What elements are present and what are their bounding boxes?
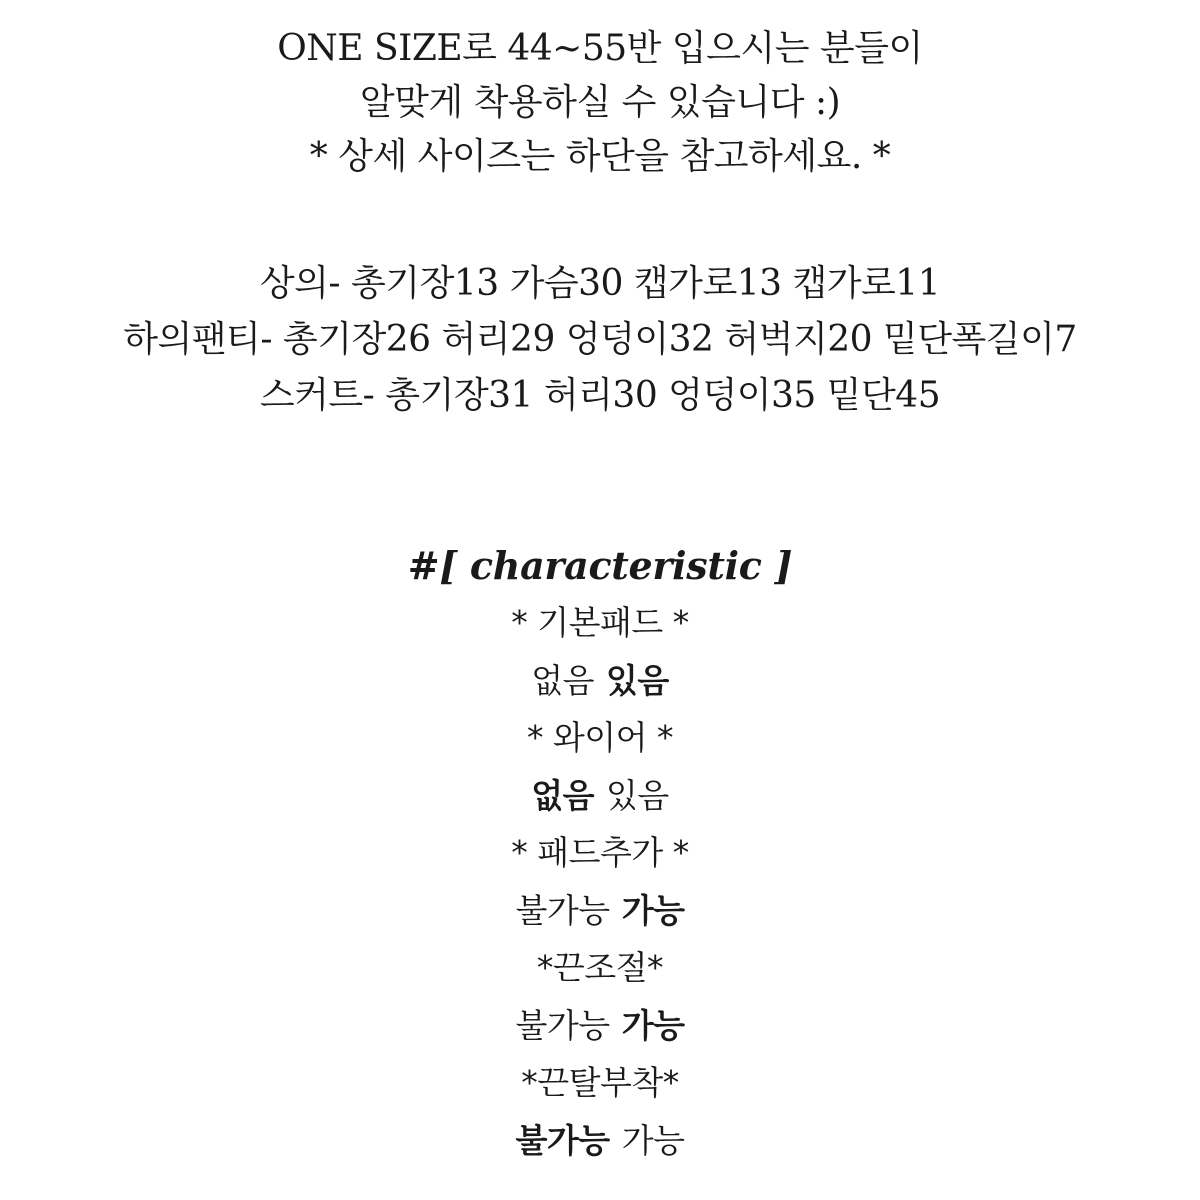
characteristic-section: [0, 538, 1200, 1169]
feature-label: *끈탈부착*: [521, 1063, 679, 1102]
feature-options: [0, 997, 1200, 1055]
option-a: 불가능: [515, 1005, 610, 1045]
option-b: 있음: [606, 660, 669, 700]
intro-line-3: * 상세 사이즈는 하단을 참고하세요. *: [309, 136, 891, 177]
feature-options: [0, 652, 1200, 710]
size-top: 상의- 총기장13 가슴30 캡가로13 캡가로11: [259, 263, 941, 304]
intro-line-2: 알맞게 착용하실 수 있습니다 :): [359, 82, 841, 123]
option-b: 있음: [606, 775, 669, 815]
option-a: 불가능: [515, 890, 610, 930]
option-a: 불가능: [515, 1120, 610, 1160]
size-skirt: 스커트- 총기장31 허리30 엉덩이35 밑단45: [259, 375, 941, 416]
option-b: 가능: [621, 1120, 685, 1160]
option-a: 없음: [531, 775, 594, 815]
intro-section: [0, 22, 1200, 184]
characteristic-title: #[ characteristic ]: [407, 543, 793, 588]
option-b: 가능: [621, 890, 685, 930]
feature-label: * 와이어 *: [526, 718, 674, 757]
option-a: 없음: [531, 660, 594, 700]
feature-options: [0, 882, 1200, 940]
feature-label: *끈조절*: [536, 948, 664, 987]
size-section: [0, 256, 1200, 424]
option-b: 가능: [621, 1005, 685, 1045]
feature-label: * 기본패드 *: [511, 603, 689, 642]
feature-options: [0, 1112, 1200, 1170]
feature-label: * 패드추가 *: [511, 833, 689, 872]
feature-options: [0, 767, 1200, 825]
intro-line-1: ONE SIZE로 44~55반 입으시는 분들이: [277, 28, 923, 69]
size-panty: 하의팬티- 총기장26 허리29 엉덩이32 허벅지20 밑단폭길이7: [123, 319, 1077, 360]
